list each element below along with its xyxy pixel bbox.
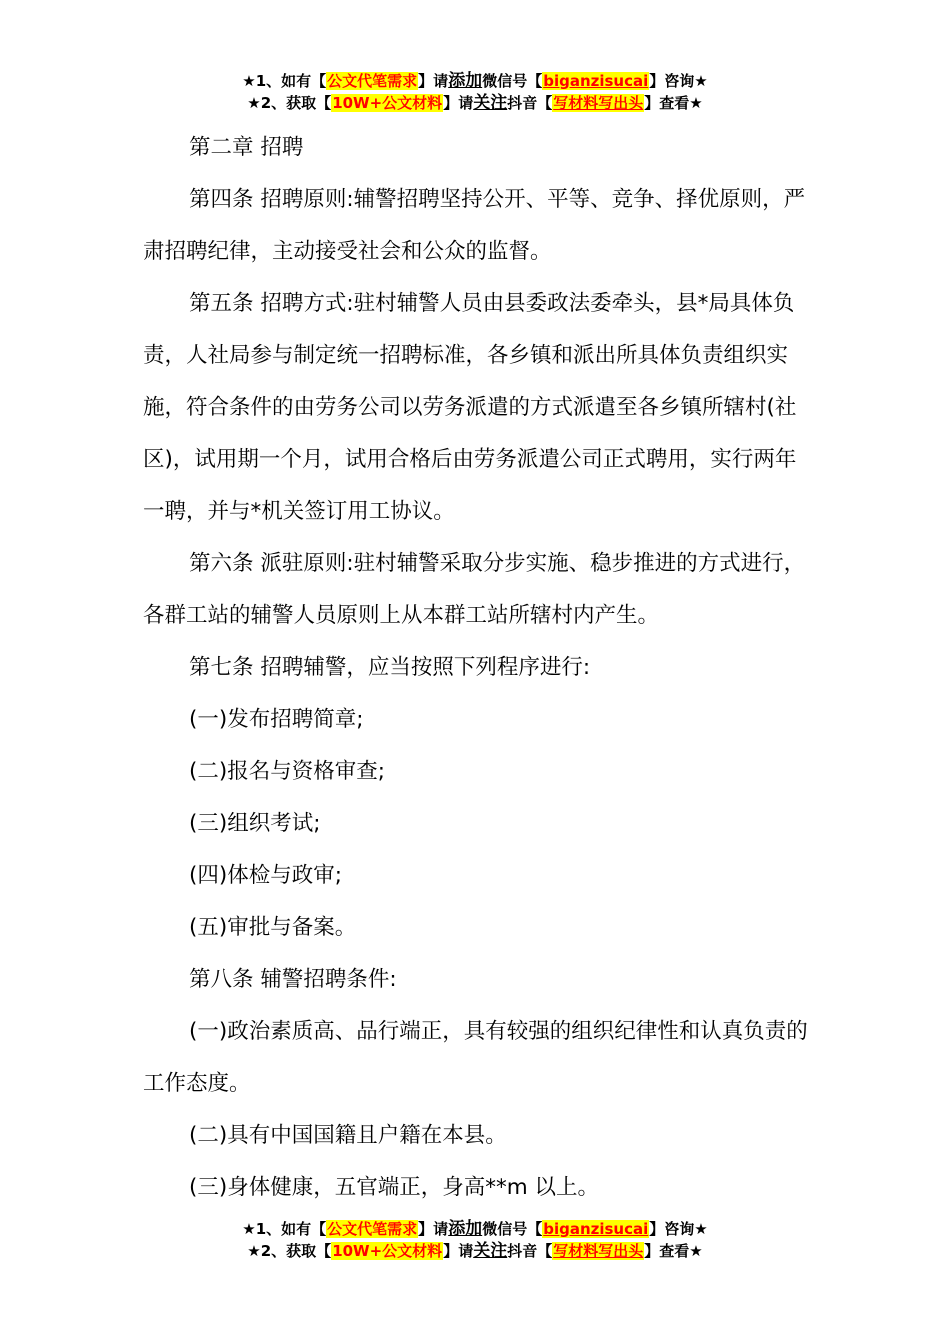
banner-text: 抖音【 [507,1242,553,1260]
banner-text: 】查看★ [644,1242,703,1260]
banner-text: 抖音【 [507,94,553,112]
banner-line-2 [0,92,950,114]
banner-text: 】咨询★ [649,72,708,90]
banner-emphasis: 关注 [473,93,508,113]
banner-text: ★1、如有【 [242,72,327,90]
banner-emphasis: 添加 [448,1219,483,1239]
banner-text: ★2、获取【 [247,1242,332,1260]
banner-douyin-id: 写材料写出头 [553,94,644,112]
banner-text: ★1、如有【 [242,1220,327,1238]
procedure-item: (三)组织考试; [189,811,321,836]
banner-douyin-id: 写材料写出头 [553,1242,644,1260]
footer-banner [0,1218,950,1262]
banner-text: 】查看★ [644,94,703,112]
banner-highlight: 10W+公文材料 [332,94,443,112]
chapter-title: 第二章 招聘 [189,135,304,160]
banner-text: ★2、获取【 [247,94,332,112]
banner-emphasis: 关注 [473,1241,508,1261]
banner-wechat-id: biganzisucai [543,1220,649,1238]
article-7: 第七条 招聘辅警，应当按照下列程序进行: [189,655,591,680]
condition-item: (一)政治素质高、品行端正，具有较强的组织纪律性和认真负责的工作态度。 [143,1019,808,1096]
banner-text: 】请 [418,72,449,90]
header-banner [0,70,950,114]
banner-text: 】请 [443,94,474,112]
article-4: 第四条 招聘原则:辅警招聘坚持公开、平等、竞争、择优原则，严肃招聘纪律，主动接受社会和公众的监督。 [143,187,806,264]
banner-line-1 [0,1218,950,1240]
condition-item: (二)具有中国国籍且户籍在本县。 [189,1123,507,1148]
document-body [143,122,808,1214]
banner-line-2 [0,1240,950,1262]
banner-text: 微信号【 [482,1220,543,1238]
banner-text: 微信号【 [482,72,543,90]
banner-emphasis: 添加 [448,71,483,91]
procedure-item: (二)报名与资格审查; [189,759,386,784]
banner-text: 】咨询★ [649,1220,708,1238]
condition-item: (三)身体健康，五官端正，身高**m 以上。 [189,1175,600,1200]
procedure-item: (四)体检与政审; [189,863,343,888]
banner-wechat-id: biganzisucai [543,72,649,90]
banner-text: 】请 [443,1242,474,1260]
article-8: 第八条 辅警招聘条件: [189,967,397,992]
article-6: 第六条 派驻原则:驻村辅警采取分步实施、稳步推进的方式进行，各群工站的辅警人员原则上从本群工站所辖村内产生。 [143,551,806,628]
banner-highlight: 公文代笔需求 [327,1220,418,1238]
banner-highlight: 10W+公文材料 [332,1242,443,1260]
banner-text: 】请 [418,1220,449,1238]
procedure-item: (一)发布招聘简章; [189,707,364,732]
banner-line-1 [0,70,950,92]
banner-highlight: 公文代笔需求 [327,72,418,90]
article-5: 第五条 招聘方式:驻村辅警人员由县委政法委牵头，县*局具体负责，人社局参与制定统一招聘标准，各乡镇和派出所具体负责组织实施，符合条件的由劳务公司以劳务派遣的方式派遣至各乡镇所辖村(社区)，试用期一个月，试用合格后由劳务派遣公司正式聘用，实行两年一聘，并与*机关签订用工协议。 [143,291,797,524]
procedure-item: (五)审批与备案。 [189,915,357,940]
